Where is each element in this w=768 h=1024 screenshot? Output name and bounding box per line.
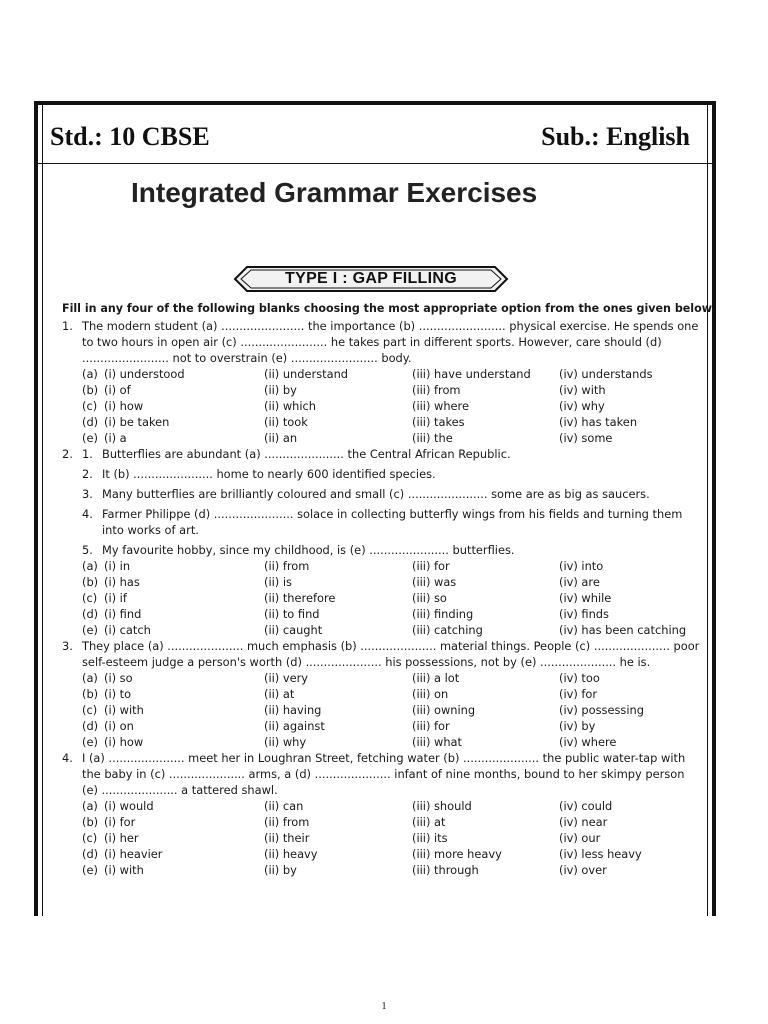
question-number: 3. (62, 639, 73, 653)
option-choice: (i) has (104, 575, 140, 589)
option-choice: (iii) should (412, 799, 472, 813)
option-choice: (iv) where (559, 735, 617, 749)
question-number: 2. (62, 447, 73, 461)
blank-label: (b) (82, 575, 99, 589)
option-choice: (iii) what (412, 735, 462, 749)
banner-text: TYPE I : GAP FILLING (285, 270, 457, 287)
option-choice: (iv) why (559, 399, 605, 413)
option-row (62, 670, 702, 686)
question-part-text: My favourite hobby, since my childhood, is (e) ...................... butterflies. (102, 543, 515, 557)
option-choice: (i) understood (104, 367, 185, 381)
option-choice: (ii) can (264, 799, 304, 813)
option-choice: (ii) against (264, 719, 325, 733)
option-choice: (iv) our (559, 831, 601, 845)
option-choice: (iv) some (559, 431, 613, 445)
option-choice: (ii) understand (264, 367, 349, 381)
option-choice: (iii) for (412, 719, 450, 733)
option-choice: (ii) therefore (264, 591, 336, 605)
document-header (38, 109, 712, 164)
blank-label: (b) (82, 383, 99, 397)
option-choice: (iv) into (559, 559, 604, 573)
question-1 (62, 318, 702, 366)
option-choice: (ii) from (264, 559, 310, 573)
option-choice: (i) how (104, 735, 144, 749)
standard-label: Std.: 10 CBSE (50, 122, 210, 151)
option-choice: (iv) too (559, 671, 600, 685)
option-choice: (iv) near (559, 815, 608, 829)
question-2-options (62, 558, 702, 638)
option-row (62, 846, 702, 862)
frame-inner-left-rule (42, 105, 43, 916)
question-text: They place (a) ..................... much emphasis (b) ..................... material things. People (c) ..................... poor self-esteem judge a person's worth (d) ..................... his possessions, not by (e) ..................... he is. (82, 639, 700, 669)
option-choice: (iv) possessing (559, 703, 644, 717)
blank-label: (d) (82, 415, 99, 429)
option-choice: (i) a (104, 431, 127, 445)
option-choice: (iv) finds (559, 607, 609, 621)
option-row (62, 398, 702, 414)
blank-label: (b) (82, 815, 99, 829)
option-choice: (ii) by (264, 863, 297, 877)
option-choice: (iii) where (412, 399, 469, 413)
frame-inner-right-rule (707, 105, 708, 916)
option-choice: (i) with (104, 863, 144, 877)
option-choice: (i) so (104, 671, 133, 685)
option-choice: (i) in (104, 559, 131, 573)
option-choice: (i) with (104, 703, 144, 717)
part-number: 3. (82, 487, 93, 501)
option-choice: (ii) which (264, 399, 317, 413)
option-choice: (ii) from (264, 815, 310, 829)
blank-label: (d) (82, 847, 99, 861)
question-2-part-4 (62, 506, 702, 538)
option-choice: (ii) took (264, 415, 308, 429)
option-row (62, 606, 702, 622)
option-choice: (iv) with (559, 383, 606, 397)
blank-label: (a) (82, 559, 98, 573)
option-choice: (ii) to find (264, 607, 320, 621)
option-row (62, 590, 702, 606)
option-row (62, 734, 702, 750)
question-2-part-3 (62, 486, 702, 502)
blank-label: (b) (82, 687, 99, 701)
option-choice: (ii) very (264, 671, 309, 685)
instruction-text: Fill in any four of the following blanks choosing the most appropriate option from the ones given below. (62, 302, 716, 315)
option-choice: (iii) takes (412, 415, 465, 429)
option-row (62, 718, 702, 734)
question-4 (62, 750, 702, 798)
page-frame (34, 101, 716, 916)
option-choice: (ii) having (264, 703, 322, 717)
option-row (62, 798, 702, 814)
blank-label: (d) (82, 607, 99, 621)
option-choice: (iii) owning (412, 703, 476, 717)
option-choice: (ii) at (264, 687, 295, 701)
option-choice: (iv) are (559, 575, 600, 589)
option-row (62, 414, 702, 430)
exercise-content (62, 301, 716, 878)
option-choice: (iii) have understand (412, 367, 531, 381)
option-choice: (ii) heavy (264, 847, 318, 861)
option-choice: (iii) its (412, 831, 448, 845)
page-number: 1 (381, 1001, 387, 1012)
blank-label: (c) (82, 703, 98, 717)
option-choice: (iii) catching (412, 623, 483, 637)
option-choice: (iii) through (412, 863, 479, 877)
blank-label: (e) (82, 623, 98, 637)
option-choice: (iv) less heavy (559, 847, 642, 861)
option-choice: (iii) the (412, 431, 453, 445)
part-number: 4. (82, 507, 93, 521)
section-banner (233, 265, 509, 293)
option-row (62, 862, 702, 878)
question-2 (62, 446, 702, 462)
option-choice: (iii) was (412, 575, 457, 589)
option-choice: (ii) their (264, 831, 310, 845)
option-choice: (ii) caught (264, 623, 323, 637)
option-row (62, 382, 702, 398)
option-choice: (i) to (104, 687, 132, 701)
question-2-part-5 (62, 542, 702, 558)
question-part-text: It (b) ...................... home to nearly 600 identified species. (102, 467, 436, 481)
option-choice: (iii) a lot (412, 671, 460, 685)
part-number: 1. (82, 447, 93, 461)
option-choice: (iii) so (412, 591, 447, 605)
part-number: 2. (82, 467, 93, 481)
page-title: Integrated Grammar Exercises (131, 177, 538, 208)
question-text: I (a) ..................... meet her in Loughran Street, fetching water (b) ..................... the public water-tap with the baby in (c) ..................... arms, a (d) ..................... infant of nine months, bound to her skimpy person (e) ..................... a tattered shawl. (82, 751, 686, 797)
option-choice: (i) for (104, 815, 136, 829)
question-number: 4. (62, 751, 73, 765)
blank-label: (a) (82, 671, 98, 685)
question-3-options (62, 670, 702, 750)
option-choice: (iii) finding (412, 607, 474, 621)
option-row (62, 622, 702, 638)
question-part-text: Butterflies are abundant (a) ...................... the Central African Republic. (102, 447, 511, 461)
blank-label: (e) (82, 863, 98, 877)
option-choice: (i) would (104, 799, 154, 813)
question-2-part-2 (62, 466, 702, 482)
option-choice: (i) how (104, 399, 144, 413)
question-number: 1. (62, 319, 73, 333)
blank-label: (e) (82, 431, 98, 445)
blank-label: (d) (82, 719, 99, 733)
option-row (62, 366, 702, 382)
option-choice: (ii) is (264, 575, 292, 589)
option-choice: (i) heavier (104, 847, 163, 861)
option-choice: (iv) for (559, 687, 598, 701)
option-choice: (iii) on (412, 687, 449, 701)
option-choice: (i) catch (104, 623, 151, 637)
option-choice: (iv) has taken (559, 415, 638, 429)
option-choice: (ii) an (264, 431, 298, 445)
option-row (62, 430, 702, 446)
question-part-text: Many butterflies are brilliantly coloured and small (c) ...................... some are as big as saucers. (102, 487, 650, 501)
option-choice: (i) of (104, 383, 131, 397)
option-choice: (iv) could (559, 799, 613, 813)
blank-label: (a) (82, 799, 98, 813)
question-text: The modern student (a) ....................... the importance (b) ........................ physical exercise. He spends one to two hours in open air (c) ........................ he takes part in different sports. However, care should (d) ........................ not to overstrain (e) ........................ body. (82, 319, 699, 365)
option-choice: (ii) by (264, 383, 297, 397)
option-row (62, 814, 702, 830)
option-choice: (iii) from (412, 383, 461, 397)
question-3 (62, 638, 702, 670)
option-choice: (i) her (104, 831, 139, 845)
blank-label: (c) (82, 831, 98, 845)
option-choice: (iv) by (559, 719, 596, 733)
option-row (62, 702, 702, 718)
option-choice: (iii) at (412, 815, 446, 829)
option-choice: (iv) over (559, 863, 607, 877)
option-choice: (iii) for (412, 559, 450, 573)
option-choice: (i) be taken (104, 415, 170, 429)
option-row (62, 830, 702, 846)
option-choice: (iii) more heavy (412, 847, 502, 861)
blank-label: (c) (82, 591, 98, 605)
option-row (62, 686, 702, 702)
option-choice: (iv) while (559, 591, 612, 605)
option-row (62, 574, 702, 590)
option-choice: (iv) has been catching (559, 623, 687, 637)
option-row (62, 558, 702, 574)
question-1-options (62, 366, 702, 446)
question-part-text: Farmer Philippe (d) ...................... solace in collecting butterfly wings from his fields and turning them into works of art. (102, 507, 683, 537)
blank-label: (a) (82, 367, 98, 381)
blank-label: (c) (82, 399, 98, 413)
option-choice: (ii) why (264, 735, 307, 749)
option-choice: (i) find (104, 607, 142, 621)
blank-label: (e) (82, 735, 98, 749)
option-choice: (i) if (104, 591, 127, 605)
option-choice: (i) on (104, 719, 134, 733)
question-4-options (62, 798, 702, 878)
part-number: 5. (82, 543, 93, 557)
option-choice: (iv) understands (559, 367, 653, 381)
subject-label: Sub.: English (541, 122, 690, 151)
